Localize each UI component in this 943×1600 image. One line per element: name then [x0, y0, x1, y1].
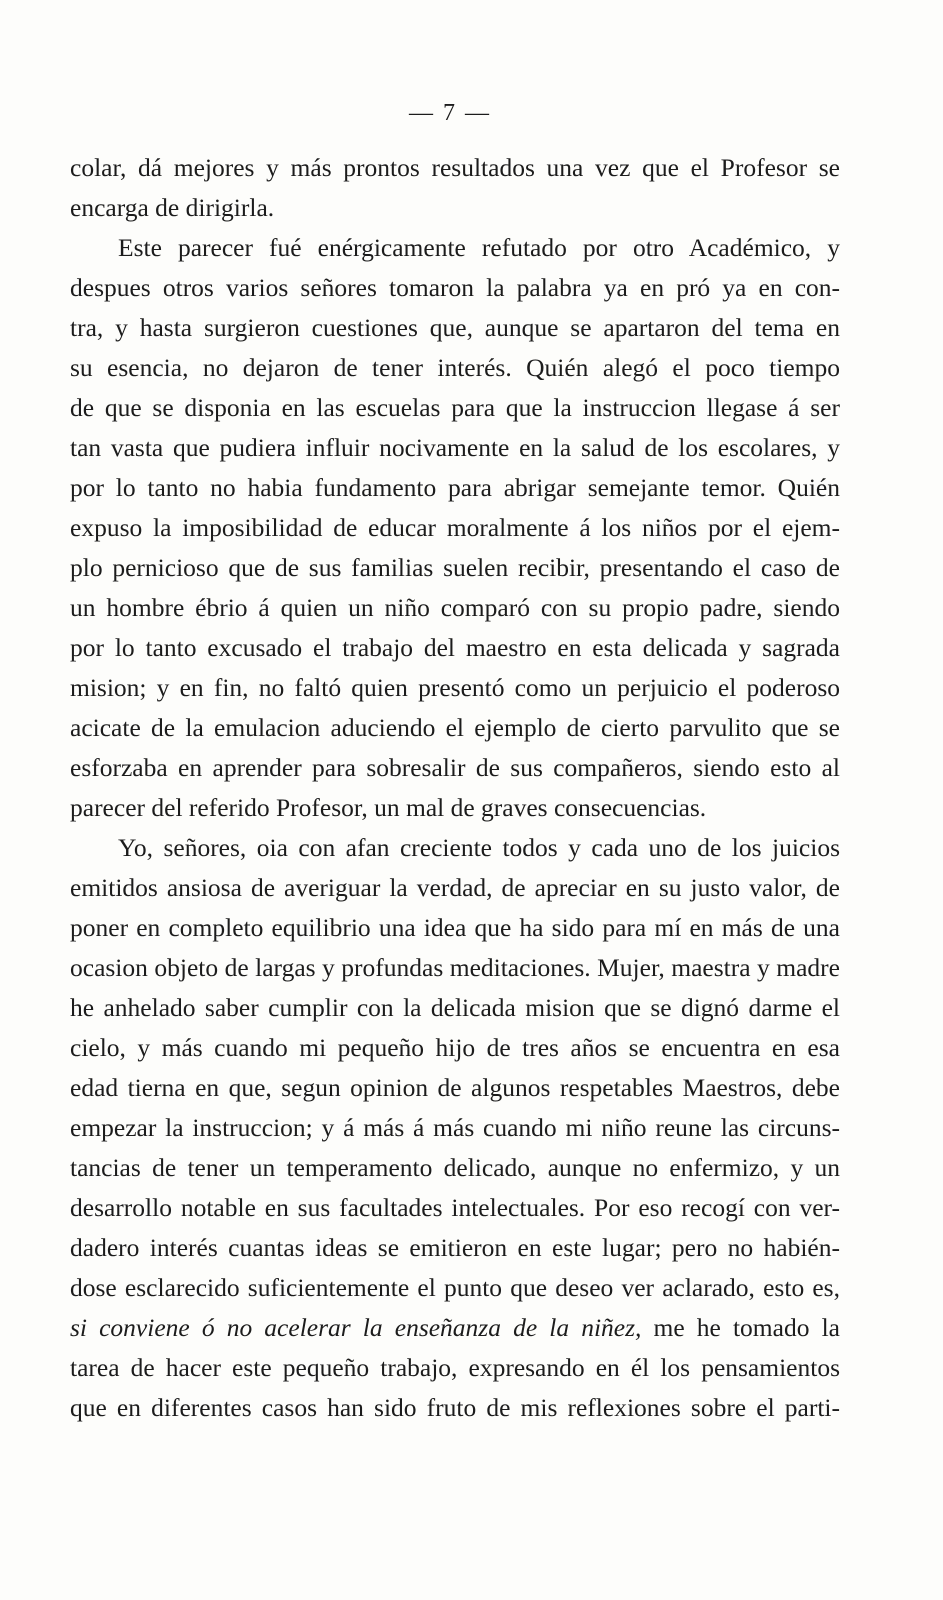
italic-phrase: si conviene ó no acelerar la enseñanza de la niñez,: [70, 1313, 642, 1342]
text-line: cielo, y más cuando mi pequeño hijo de tres años se encuentra en esa: [70, 1033, 840, 1062]
text-line: tan vasta que pudiera influir nocivamente en la salud de los escolares, y: [70, 433, 840, 462]
text-line: plo pernicioso que de sus familias suelen recibir, presentando el caso de: [70, 553, 840, 582]
text-line: dadero interés cuantas ideas se emitieron en este lugar; pero no habién-: [70, 1233, 840, 1262]
text-line: despues otros varios señores tomaron la palabra ya en pró ya en con-: [70, 273, 840, 302]
text-line: acicate de la emulacion aduciendo el ejemplo de cierto parvulito que se: [70, 713, 840, 742]
text-line: poner en completo equilibrio una idea que ha sido para mí en más de una: [70, 913, 840, 942]
text-line: que en diferentes casos han sido fruto de mis reflexiones sobre el parti-: [70, 1393, 840, 1422]
text-line: de que se disponia en las escuelas para que la instruccion llegase á ser: [70, 393, 840, 422]
text-line: emitidos ansiosa de averiguar la verdad, de apreciar en su justo valor, de: [70, 873, 840, 902]
text-line: Yo, señores, oia con afan creciente todos y cada uno de los juicios: [118, 833, 840, 862]
text-line: tra, y hasta surgieron cuestiones que, aunque se apartaron del tema en: [70, 313, 840, 342]
text-line: dose esclarecido suficientemente el punto que deseo ver aclarado, esto es,: [70, 1273, 840, 1302]
text-line: por lo tanto excusado el trabajo del maestro en esta delicada y sagrada: [70, 633, 840, 662]
text-line: Este parecer fué enérgicamente refutado por otro Académico, y: [118, 233, 840, 262]
text-line: parecer del referido Profesor, un mal de graves consecuencias.: [70, 793, 707, 822]
text-line-mixed: [70, 1308, 840, 1348]
text-line: ocasion objeto de largas y profundas meditaciones. Mujer, maestra y madre: [70, 953, 840, 982]
text-line: empezar la instruccion; y á más á más cuando mi niño reune las circuns-: [70, 1113, 840, 1142]
text-line: un hombre ébrio á quien un niño comparó con su propio padre, siendo: [70, 593, 840, 622]
text-line: colar, dá mejores y más prontos resultados una vez que el Profesor se: [70, 153, 840, 182]
body-text: [70, 148, 840, 1428]
text-line: expuso la imposibilidad de educar moralmente á los niños por el ejem-: [70, 513, 840, 542]
text-line: tarea de hacer este pequeño trabajo, expresando en él los pensamientos: [70, 1353, 840, 1382]
page-number: — 7 —: [409, 100, 491, 126]
text-line: edad tierna en que, segun opinion de algunos respetables Maestros, debe: [70, 1073, 840, 1102]
text-line: esforzaba en aprender para sobresalir de sus compañeros, siendo esto al: [70, 753, 840, 782]
text-line: desarrollo notable en sus facultades intelectuales. Por eso recogí con ver-: [70, 1193, 840, 1222]
text-line: su esencia, no dejaron de tener interés. Quién alegó el poco tiempo: [70, 353, 840, 382]
text-fragment: me he tomado la: [641, 1313, 840, 1342]
text-line: por lo tanto no habia fundamento para abrigar semejante temor. Quién: [70, 473, 840, 502]
text-line: he anhelado saber cumplir con la delicada mision que se dignó darme el: [70, 993, 840, 1022]
text-line: encarga de dirigirla.: [70, 193, 275, 222]
text-line: tancias de tener un temperamento delicado, aunque no enfermizo, y un: [70, 1153, 840, 1182]
text-line: mision; y en fin, no faltó quien presentó como un perjuicio el poderoso: [70, 673, 840, 702]
